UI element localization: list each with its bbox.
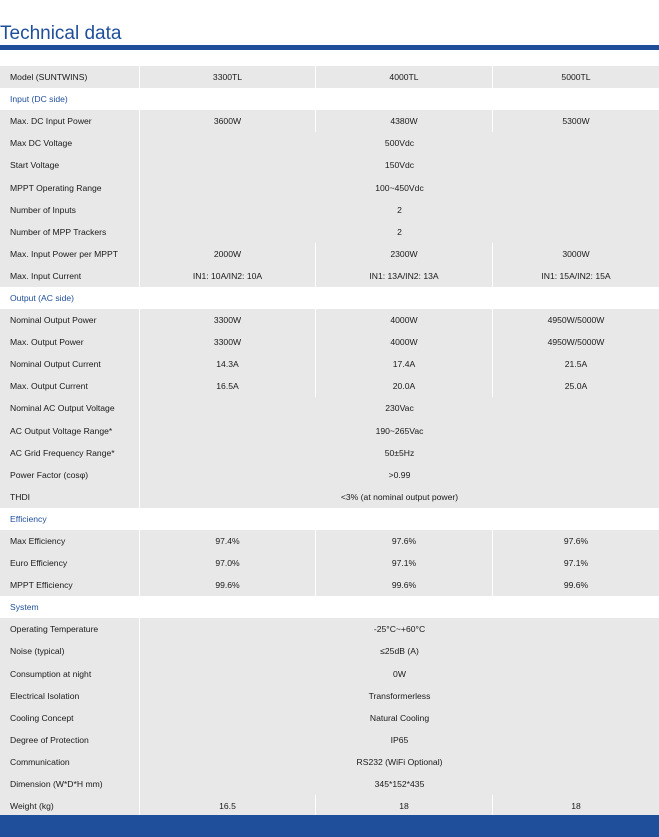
row-value: 25.0A [492, 375, 659, 397]
table-body [0, 88, 659, 817]
row-value: 2000W [139, 243, 315, 265]
table-row [0, 707, 659, 729]
row-value: 4380W [315, 110, 492, 132]
row-label: Max. Output Power [10, 337, 84, 348]
row-value: 97.1% [492, 552, 659, 574]
row-label: Euro Efficiency [10, 558, 68, 569]
row-label: Cooling Concept [10, 712, 74, 723]
row-label: Nominal Output Power [10, 315, 97, 326]
model-header: 5000TL [492, 66, 659, 88]
row-value: 16.5 [139, 795, 315, 817]
model-header: 3300TL [139, 66, 315, 88]
row-value: 18 [492, 795, 659, 817]
table-header-row [0, 66, 659, 88]
table-row [0, 729, 659, 751]
row-value: 4000W [315, 331, 492, 353]
table-row [0, 751, 659, 773]
section-header-row [0, 88, 659, 110]
row-value: >0.99 [139, 464, 659, 486]
row-label: Weight (kg) [10, 801, 54, 812]
table-row [0, 221, 659, 243]
table-row [0, 663, 659, 685]
row-value: 18 [315, 795, 492, 817]
row-value: 99.6% [492, 574, 659, 596]
row-value: -25°C~+60°C [139, 618, 659, 640]
row-value: 3300W [139, 331, 315, 353]
model-header: 4000TL [315, 66, 492, 88]
section-header-row [0, 508, 659, 530]
table-row [0, 442, 659, 464]
row-label: Max. Input Current [10, 270, 82, 281]
row-label: Operating Temperature [10, 624, 99, 635]
row-value: 50±5Hz [139, 442, 659, 464]
table-row [0, 154, 659, 176]
row-label: Max. Input Power per MPPT [10, 248, 118, 259]
row-label: MPPT Operating Range [10, 182, 102, 193]
table-row [0, 353, 659, 375]
row-label: AC Output Voltage Range* [10, 425, 113, 436]
row-value: 4950W/5000W [492, 331, 659, 353]
section-title: Output (AC side) [10, 292, 74, 303]
row-value: 99.6% [139, 574, 315, 596]
row-label: Start Voltage [10, 160, 60, 171]
row-label: Max. DC Input Power [10, 116, 92, 127]
row-value: 3300W [139, 309, 315, 331]
row-value: 97.6% [492, 530, 659, 552]
row-value: Natural Cooling [139, 707, 659, 729]
section-title: Input (DC side) [10, 94, 68, 105]
row-label: Max Efficiency [10, 536, 66, 547]
table-row [0, 199, 659, 221]
table-row [0, 420, 659, 442]
table-row [0, 773, 659, 795]
row-value: IN1: 15A/IN2: 15A [492, 265, 659, 287]
row-value: 97.1% [315, 552, 492, 574]
header-label: Model (SUNTWINS) [10, 72, 88, 83]
row-value: <3% (at nominal output power) [139, 486, 659, 508]
table-row [0, 397, 659, 419]
row-value: 17.4A [315, 353, 492, 375]
row-value: 500Vdc [139, 132, 659, 154]
row-label: MPPT Efficiency [10, 580, 73, 591]
row-label: Power Factor (cosφ) [10, 469, 89, 480]
section-header-row [0, 596, 659, 618]
title-rule [0, 45, 659, 50]
table-row [0, 176, 659, 198]
row-value: IN1: 13A/IN2: 13A [315, 265, 492, 287]
table-row [0, 464, 659, 486]
row-value: 2300W [315, 243, 492, 265]
row-value: ≤25dB (A) [139, 640, 659, 662]
table-row [0, 795, 659, 817]
row-value: 345*152*435 [139, 773, 659, 795]
row-label: Communication [10, 756, 70, 767]
table-row [0, 110, 659, 132]
table-row [0, 530, 659, 552]
spec-table [0, 66, 659, 817]
row-value: 21.5A [492, 353, 659, 375]
table-row [0, 486, 659, 508]
row-value: 97.4% [139, 530, 315, 552]
table-row [0, 243, 659, 265]
table-row [0, 375, 659, 397]
row-value: 2 [139, 221, 659, 243]
row-value: 97.0% [139, 552, 315, 574]
table-row [0, 640, 659, 662]
footer-bar [0, 815, 659, 837]
row-label: Number of Inputs [10, 204, 76, 215]
row-label: Consumption at night [10, 668, 92, 679]
row-value: 14.3A [139, 353, 315, 375]
row-value: 99.6% [315, 574, 492, 596]
row-value: 4950W/5000W [492, 309, 659, 331]
row-label: Nominal AC Output Voltage [10, 403, 115, 414]
row-value: 100~450Vdc [139, 176, 659, 198]
row-value: IP65 [139, 729, 659, 751]
row-value: 0W [139, 663, 659, 685]
table-row [0, 265, 659, 287]
row-value: 190~265Vac [139, 420, 659, 442]
row-value: 2 [139, 199, 659, 221]
row-label: Max DC Voltage [10, 138, 73, 149]
row-label: Degree of Protection [10, 734, 89, 745]
row-label: Noise (typical) [10, 646, 65, 657]
row-value: 3600W [139, 110, 315, 132]
table-row [0, 552, 659, 574]
row-label: AC Grid Frequency Range* [10, 447, 115, 458]
table-row [0, 331, 659, 353]
section-title: Efficiency [10, 513, 47, 524]
row-label: Max. Output Current [10, 381, 88, 392]
row-label: Dimension (W*D*H mm) [10, 779, 103, 790]
row-label: Nominal Output Current [10, 359, 101, 370]
table-row [0, 309, 659, 331]
row-label: THDI [10, 491, 31, 502]
row-label: Number of MPP Trackers [10, 226, 107, 237]
row-value: 16.5A [139, 375, 315, 397]
row-value: 97.6% [315, 530, 492, 552]
row-value: 20.0A [315, 375, 492, 397]
row-value: Transformerless [139, 685, 659, 707]
section-title: System [10, 602, 39, 613]
row-value: 3000W [492, 243, 659, 265]
section-header-row [0, 287, 659, 309]
row-value: 150Vdc [139, 154, 659, 176]
row-value: IN1: 10A/IN2: 10A [139, 265, 315, 287]
row-value: 230Vac [139, 397, 659, 419]
table-row [0, 574, 659, 596]
row-value: 4000W [315, 309, 492, 331]
page-title: Technical data [0, 23, 122, 44]
row-label: Electrical Isolation [10, 690, 80, 701]
row-value: RS232 (WiFi Optional) [139, 751, 659, 773]
table-row [0, 132, 659, 154]
table-row [0, 685, 659, 707]
table-row [0, 618, 659, 640]
row-value: 5300W [492, 110, 659, 132]
